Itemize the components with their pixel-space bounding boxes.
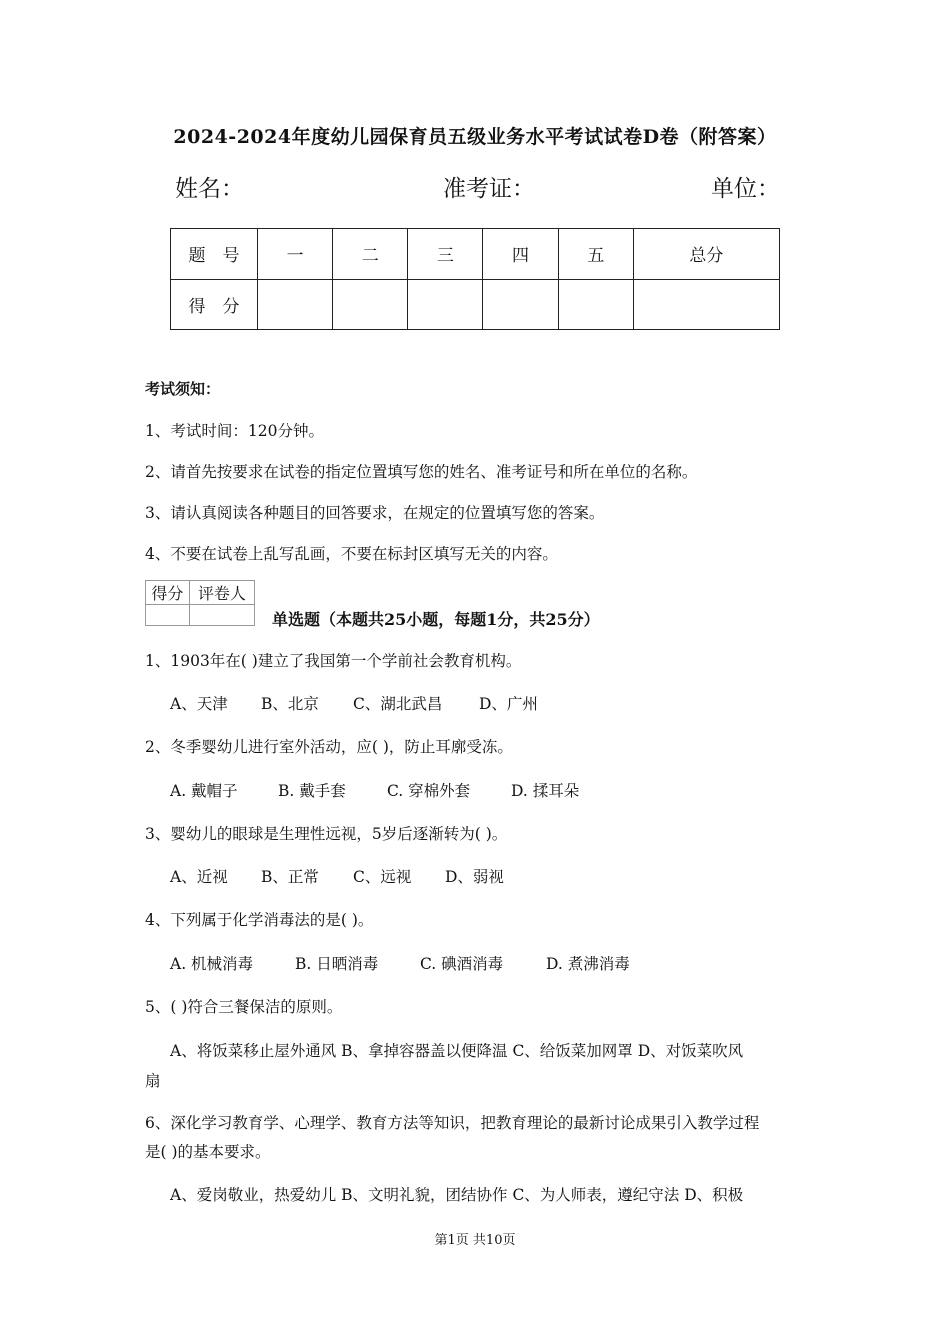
option[interactable]: C. 碘酒消毒 (420, 955, 504, 973)
score-cell[interactable] (633, 279, 779, 330)
grader-reviewer-cell[interactable] (189, 605, 254, 626)
score-table-score-row (171, 279, 780, 330)
score-table-header-row (171, 229, 780, 280)
option[interactable]: A. 机械消毒 (170, 955, 254, 973)
score-header-cell: 三 (408, 229, 483, 280)
page-footer: 第1页 共10页 (434, 1233, 516, 1248)
question-stem: 2、冬季婴幼儿进行室外活动，应( )，防止耳廓受冻。 (145, 738, 513, 756)
option[interactable]: A、天津 (170, 695, 228, 713)
score-cell[interactable] (258, 279, 333, 330)
option[interactable]: D. 煮沸消毒 (546, 955, 630, 973)
notice-item: 2、请首先按要求在试卷的指定位置填写您的姓名、准考证号和所在单位的名称。 (145, 463, 698, 481)
notice-title: 考试须知： (145, 380, 221, 398)
candidate-info (175, 170, 785, 202)
question-options[interactable]: A、将饭菜移止屋外通风 B、拿掉容器盖以便降温 C、给饭菜加网罩 D、对饭菜吹风 (170, 1042, 744, 1060)
option[interactable]: B、北京 (261, 695, 319, 713)
option[interactable]: D、广州 (479, 695, 538, 713)
notice-item: 1、考试时间：120分钟。 (145, 422, 324, 440)
question-stem-continued: 是( )的基本要求。 (145, 1143, 271, 1161)
score-cell[interactable] (333, 279, 408, 330)
notice-item: 4、不要在试卷上乱写乱画，不要在标封区填写无关的内容。 (145, 545, 558, 563)
question-stem: 1、1903年在( )建立了我国第一个学前社会教育机构。 (145, 652, 522, 670)
option[interactable]: B. 日晒消毒 (295, 955, 379, 973)
option[interactable]: A、近视 (170, 868, 228, 886)
section-title: 单选题（本题共25小题，每题1分，共25分） (272, 610, 600, 629)
score-header-cell: 五 (558, 229, 633, 280)
score-table (170, 228, 780, 330)
page-title: 2024-2024年度幼儿园保育员五级业务水平考试试卷D卷（附答案） (173, 126, 777, 148)
option[interactable]: B、正常 (261, 868, 319, 886)
question-stem: 6、深化学习教育学、心理学、教育方法等知识，把教育理论的最新讨论成果引入教学过程 (145, 1114, 760, 1132)
option[interactable]: D、弱视 (445, 868, 504, 886)
exam-id-label: 准考证： (443, 176, 535, 202)
grader-reviewer-label: 评卷人 (189, 581, 254, 605)
question-options[interactable]: A、爱岗敬业，热爱幼儿 B、文明礼貌，团结协作 C、为人师表，遵纪守法 D、积极 (170, 1186, 744, 1204)
score-cell[interactable] (408, 279, 483, 330)
grader-score-label: 得分 (146, 581, 190, 605)
option[interactable]: B. 戴手套 (278, 782, 346, 800)
score-header-cell: 四 (483, 229, 558, 280)
notice-item: 3、请认真阅读各种题目的回答要求，在规定的位置填写您的答案。 (145, 504, 605, 522)
score-header-cell: 一 (258, 229, 333, 280)
question-stem: 4、下列属于化学消毒法的是( )。 (145, 911, 374, 929)
option[interactable]: C、湖北武昌 (353, 695, 443, 713)
option[interactable]: A. 戴帽子 (170, 782, 238, 800)
grader-table (145, 580, 255, 626)
score-header-cell: 二 (333, 229, 408, 280)
option[interactable]: C、远视 (353, 868, 412, 886)
score-header-cell: 题 号 (171, 229, 258, 280)
score-row-label: 得 分 (171, 279, 258, 330)
score-header-cell: 总分 (633, 229, 779, 280)
score-cell[interactable] (483, 279, 558, 330)
grader-score-cell[interactable] (146, 605, 190, 626)
question-options-continued[interactable]: 扇 (145, 1072, 161, 1090)
unit-label: 单位： (711, 176, 780, 202)
name-label: 姓名： (175, 176, 244, 202)
question-stem: 5、( )符合三餐保洁的原则。 (145, 998, 343, 1016)
option[interactable]: C. 穿棉外套 (387, 782, 471, 800)
question-stem: 3、婴幼儿的眼球是生理性远视，5岁后逐渐转为( )。 (145, 825, 508, 843)
option[interactable]: D. 揉耳朵 (511, 782, 580, 800)
score-cell[interactable] (558, 279, 633, 330)
